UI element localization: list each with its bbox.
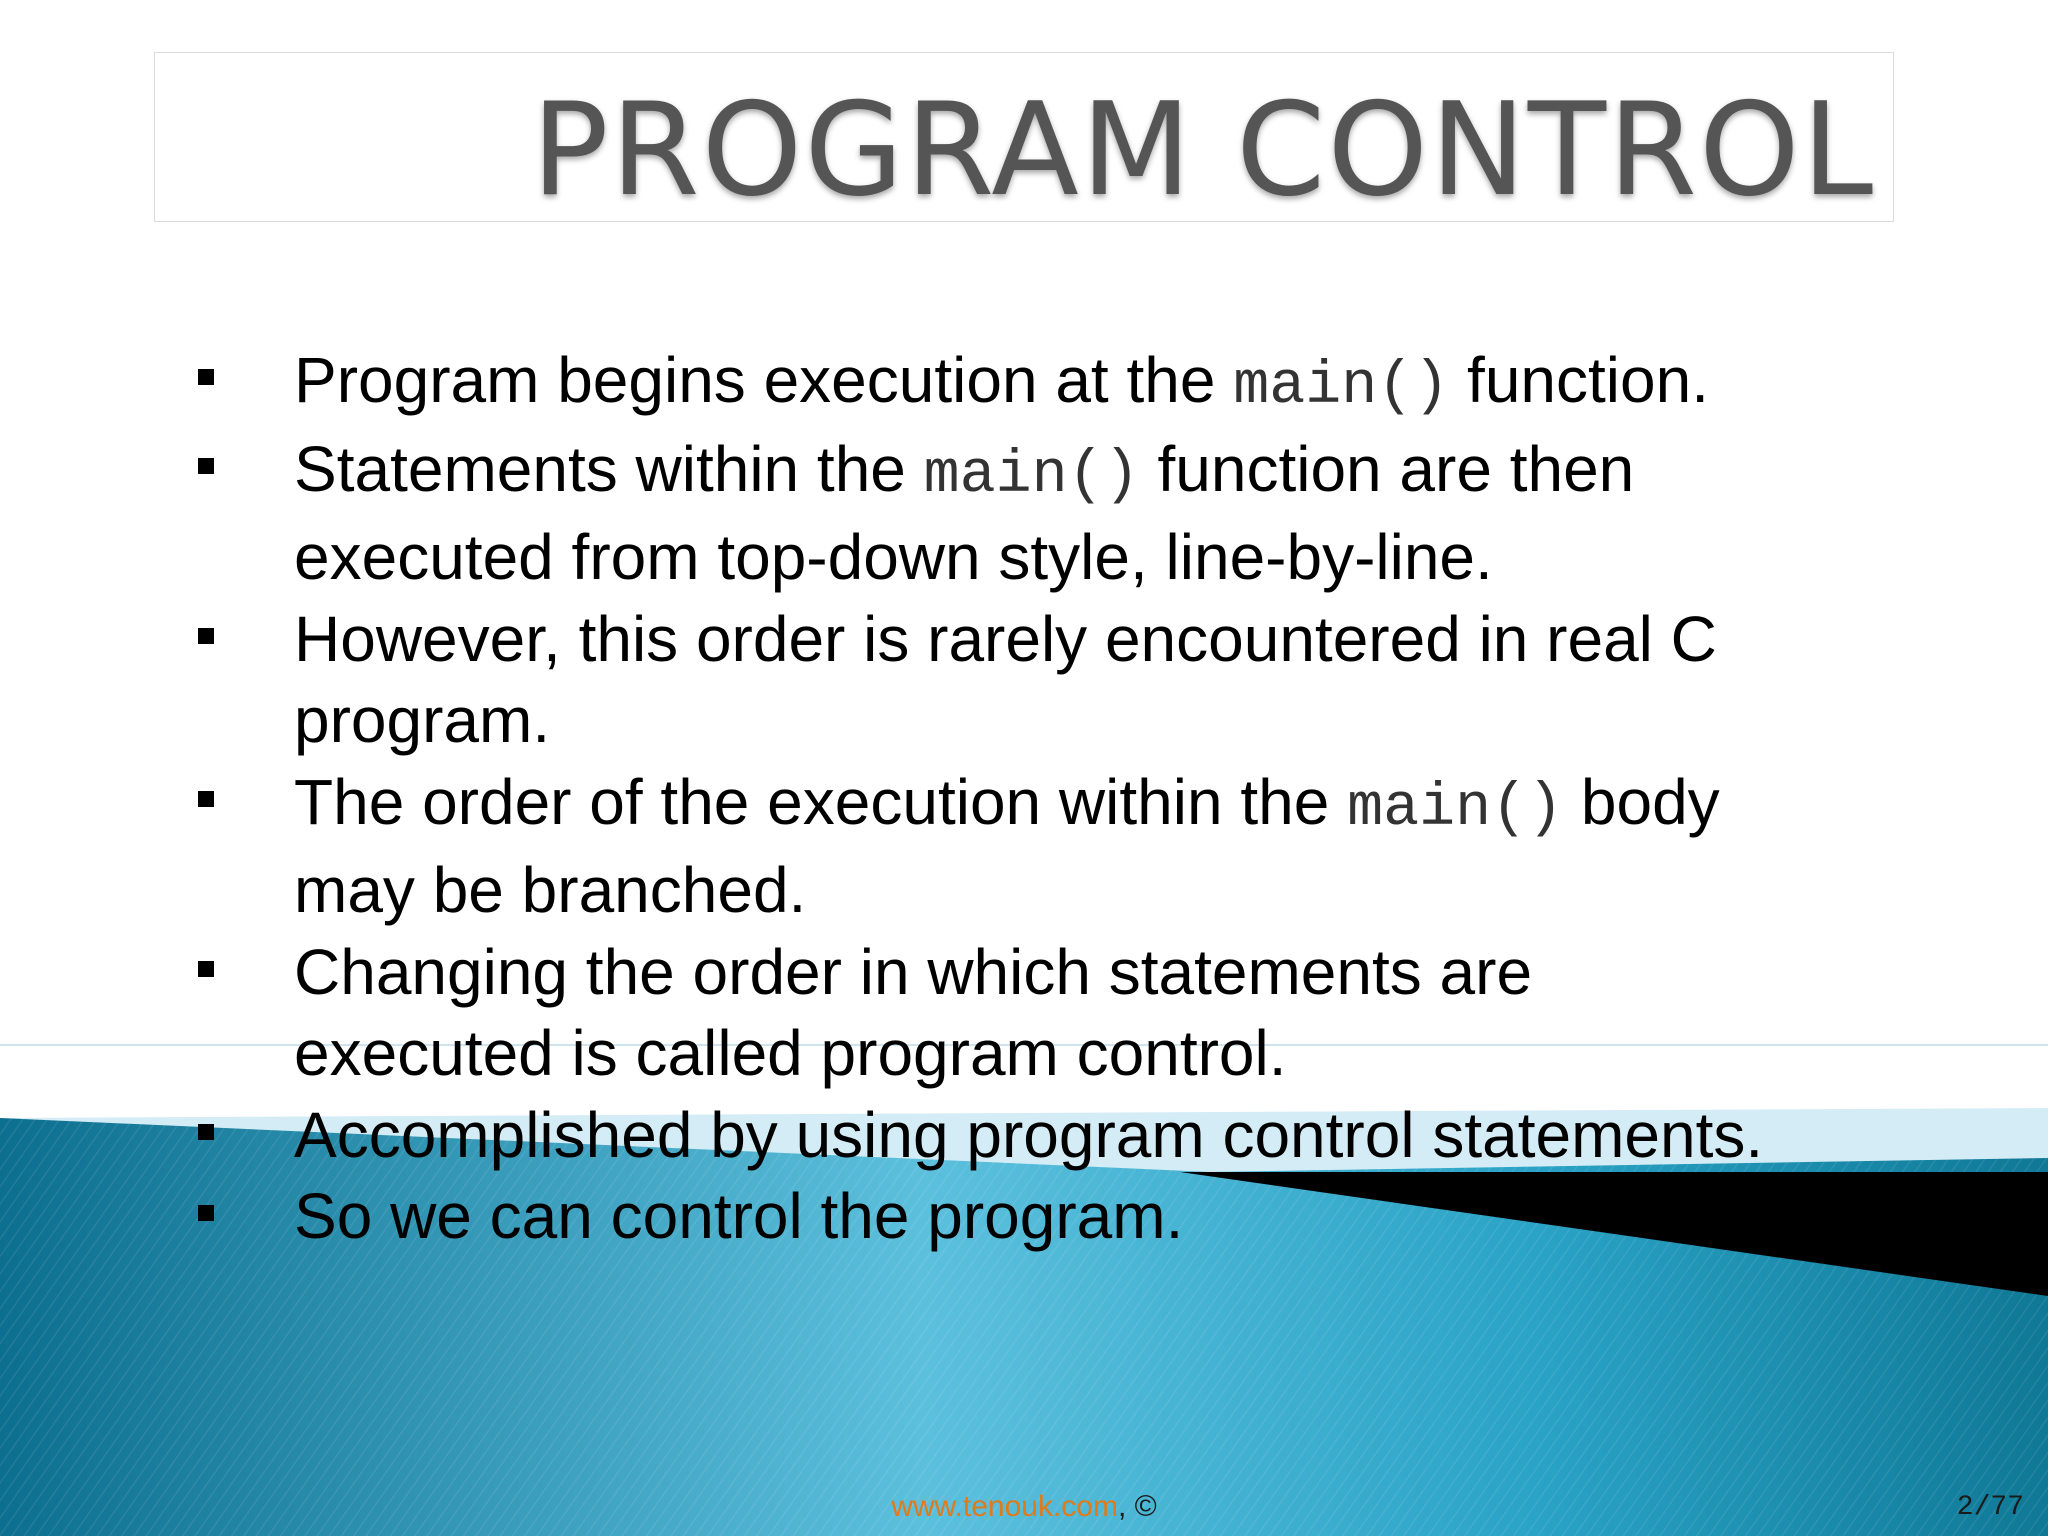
square-bullet-icon bbox=[198, 628, 214, 644]
bullet-item: Program begins execution at the main() function. bbox=[194, 340, 1994, 429]
bullet-item: Changing the order in which statements are executed is called program control. bbox=[194, 932, 1994, 1095]
bullet-item: Statements within the main() function are then executed from top-down style, line-by-line. bbox=[194, 429, 1994, 599]
square-bullet-icon bbox=[198, 1124, 214, 1140]
bullet-item: The order of the execution within the main() body may be branched. bbox=[194, 762, 1994, 932]
page-number: 2/77 bbox=[1956, 1492, 2024, 1523]
code-main: main() bbox=[1347, 774, 1564, 843]
square-bullet-icon bbox=[198, 791, 214, 807]
code-main: main() bbox=[1233, 353, 1450, 421]
square-bullet-icon bbox=[198, 369, 214, 385]
slide-title: PROGRAM CONTROL bbox=[531, 76, 1875, 225]
bullet-item: However, this order is rarely encountered in real C program. bbox=[194, 599, 1994, 762]
footer-copyright: , © bbox=[1117, 1490, 1157, 1523]
bullet-item: Accomplished by using program control statements. bbox=[194, 1095, 1994, 1177]
footer bbox=[0, 1490, 2048, 1524]
square-bullet-icon bbox=[198, 1205, 214, 1221]
square-bullet-icon bbox=[198, 961, 214, 977]
code-main: main() bbox=[923, 441, 1140, 510]
bullet-list bbox=[194, 340, 1994, 1258]
footer-link[interactable]: www.tenouk.com bbox=[891, 1490, 1118, 1523]
square-bullet-icon bbox=[198, 458, 214, 474]
bullet-item: So we can control the program. bbox=[194, 1176, 1994, 1258]
